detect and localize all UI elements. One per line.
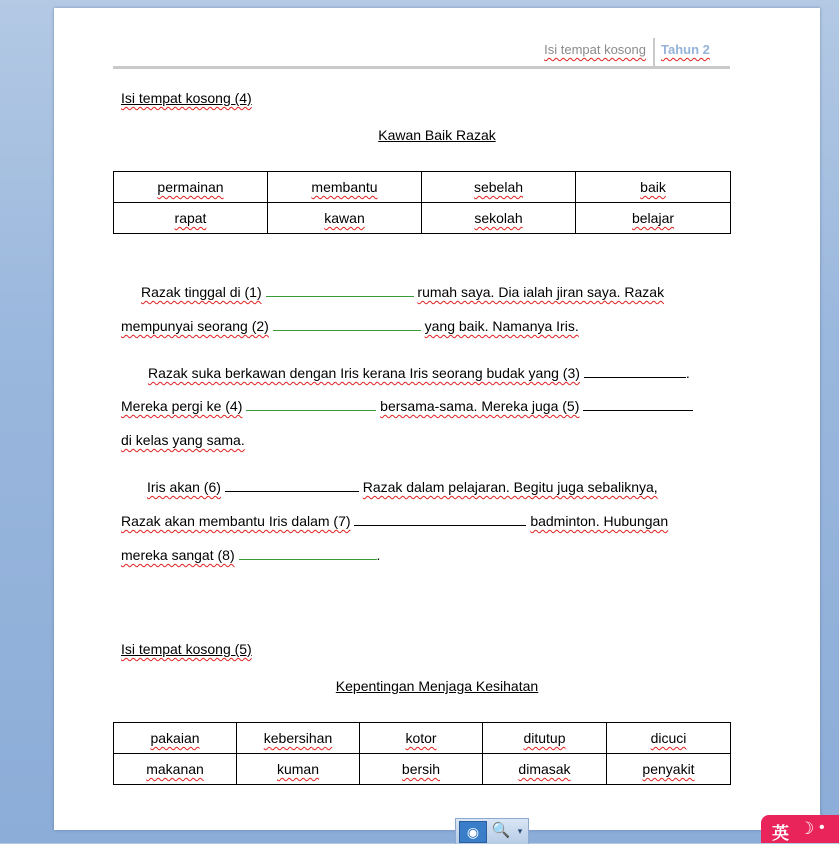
ime-language-label: 英 [772,824,789,843]
blank-5[interactable] [583,398,693,411]
table-row [114,723,731,754]
blank-1[interactable] [266,284,414,297]
word-cell: kawan [268,203,422,234]
passage-line-4: Mereka pergi ke (4) bersama-sama. Mereka juga (5) [121,398,741,414]
word-cell: baik [576,172,731,203]
word-cell: kebersihan [237,723,360,754]
blank-6[interactable] [225,479,359,492]
page-header [113,38,730,69]
passage-line-7: Razak akan membantu Iris dalam (7) badminton. Hubungan [121,513,669,529]
section-5-story-title: Kepentingan Menjaga Kesihatan [335,678,539,694]
table-row [114,754,731,785]
table-row [114,172,731,203]
passage-line-6: Iris akan (6) Razak dalam pelajaran. Begitu juga sebaliknya, [147,479,658,495]
word-cell: bersih [360,754,483,785]
word-cell: permainan [114,172,268,203]
dropdown-arrow-icon[interactable]: ▾ [517,826,523,836]
section-5-heading: Isi tempat kosong (5) [121,641,252,657]
word-cell: belajar [576,203,731,234]
word-cell: sebelah [422,172,576,203]
section-4-word-table [113,171,731,234]
moon-icon: ☽ [799,819,815,838]
word-cell: ditutup [483,723,607,754]
ime-indicator[interactable] [761,815,839,843]
passage-line-1: Razak tinggal di (1) rumah saya. Dia ialah jiran saya. Razak [141,284,665,300]
select-browse-object-icon[interactable]: ◉ [459,821,487,843]
word-cell: sekolah [422,203,576,234]
word-cell: pakaian [114,723,237,754]
blank-8[interactable] [239,547,377,560]
word-cell: kuman [237,754,360,785]
passage-line-3: Razak suka berkawan dengan Iris kerana Iris seorang budak yang (3) . [148,365,690,381]
header-year: Tahun 2 [661,42,710,57]
find-icon[interactable]: 🔍 [491,822,511,839]
blank-7[interactable] [354,513,526,526]
section-4-heading: Isi tempat kosong (4) [121,90,252,106]
word-cell: kotor [360,723,483,754]
passage-line-2: mempunyai seorang (2) yang baik. Namanya Iris. [121,318,579,334]
blank-3[interactable] [584,365,686,378]
section-4-story-title: Kawan Baik Razak [378,127,496,143]
section-5-word-table [113,722,731,785]
passage-line-5: di kelas yang sama. [121,432,245,448]
word-cell: dimasak [483,754,607,785]
word-cell: makanan [114,754,237,785]
header-divider [653,38,655,66]
word-cell: dicuci [607,723,731,754]
word-cell: membantu [268,172,422,203]
punctuation-icon: • [819,819,825,836]
table-row [114,203,731,234]
document-page[interactable] [54,8,820,830]
blank-4[interactable] [246,398,376,411]
word-cell: penyakit [607,754,731,785]
blank-2[interactable] [273,318,421,331]
browse-toolbar [455,818,529,844]
header-title: Isi tempat kosong [544,42,646,57]
word-cell: rapat [114,203,268,234]
passage-line-8: mereka sangat (8) . [121,547,381,563]
